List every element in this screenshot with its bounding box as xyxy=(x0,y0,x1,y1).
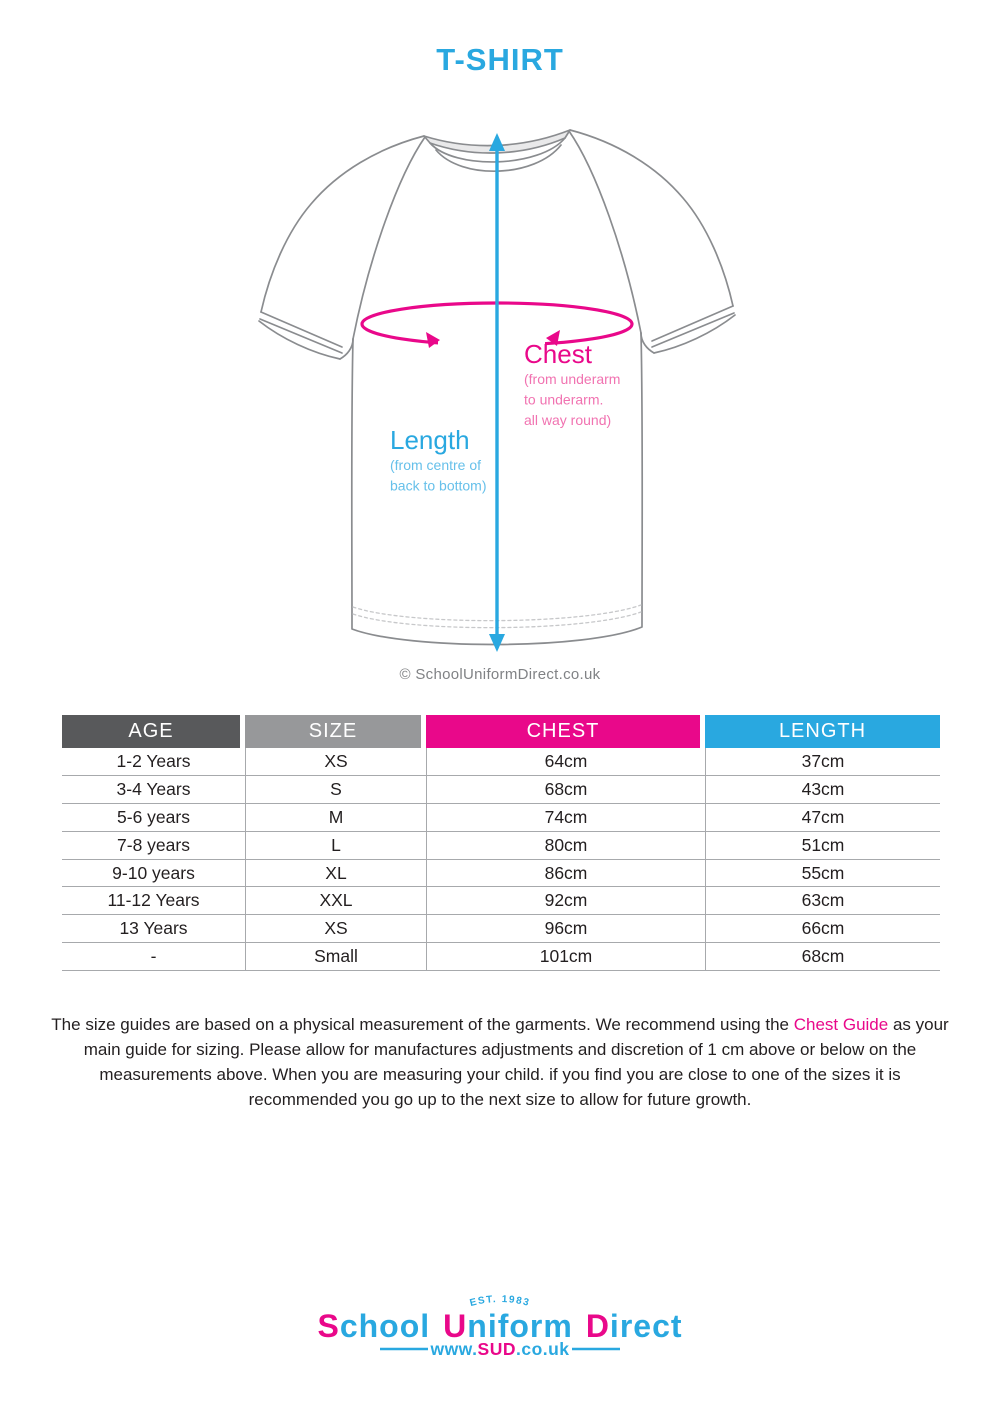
table-cell: 7-8 years xyxy=(117,834,190,855)
chest-label: Chest xyxy=(524,339,592,369)
table-cell: L xyxy=(245,832,426,859)
table-header-age: AGE xyxy=(62,715,240,748)
table-row xyxy=(62,832,940,860)
table-header-chest: CHEST xyxy=(426,715,700,748)
table-cell: 64cm xyxy=(426,748,705,775)
table-cell: XXL xyxy=(245,887,426,914)
table-cell: 37cm xyxy=(705,748,940,775)
table-cell: 5-6 years xyxy=(117,806,190,827)
logo-letter-s: S xyxy=(317,1308,340,1344)
logo-url-text: www.SUD.co.uk xyxy=(430,1339,570,1359)
table-cell: 55cm xyxy=(705,860,940,887)
table-cell: 63cm xyxy=(705,887,940,914)
table-cell: M xyxy=(245,804,426,831)
table-cell: 80cm xyxy=(426,832,705,859)
table-cell: 68cm xyxy=(426,776,705,803)
table-cell: 43cm xyxy=(705,776,940,803)
table-cell: XL xyxy=(245,860,426,887)
table-cell: XS xyxy=(245,748,426,775)
chest-guide-highlight: Chest Guide xyxy=(793,1015,889,1034)
table-row xyxy=(62,748,940,776)
table-row xyxy=(62,943,940,971)
table-cell: 47cm xyxy=(705,804,940,831)
table-cell: XS xyxy=(245,915,426,942)
chest-note-line2: to underarm. xyxy=(524,391,604,408)
table-cell: 9-10 years xyxy=(112,862,195,883)
chest-arrow-left-icon xyxy=(426,332,440,348)
logo-letter-u: U xyxy=(443,1308,468,1344)
table-cell: Small xyxy=(245,943,426,970)
table-cell: 51cm xyxy=(705,832,940,859)
page-title: T-SHIRT xyxy=(436,42,564,77)
table-cell: 92cm xyxy=(426,887,705,914)
table-cell: 1-2 Years xyxy=(116,750,191,771)
table-cell: 3-4 Years xyxy=(116,778,191,799)
table-header-length: LENGTH xyxy=(705,715,940,748)
length-measure-arrow xyxy=(489,133,505,652)
table-cell: 86cm xyxy=(426,860,705,887)
length-note-line1: (from centre of xyxy=(390,457,482,473)
table-cell: S xyxy=(245,776,426,803)
size-table-body xyxy=(62,748,940,971)
table-cell: 68cm xyxy=(705,943,940,970)
table-cell: - xyxy=(150,946,157,967)
length-arrow-down-icon xyxy=(489,634,505,652)
sizing-note-text-after: as your main guide for sizing. Please allow for manufactures adjustments and discretion of 1 cm above or below on the measurements above. When you are measuring your child. if you find you are close to one of the sizes it is recommended you go up to the next size to allow for future growth. xyxy=(83,1015,949,1109)
table-row xyxy=(62,860,940,888)
table-cell: 74cm xyxy=(426,804,705,831)
copyright: © SchoolUniformDirect.co.uk xyxy=(399,666,601,683)
length-arrow-up-icon xyxy=(489,133,505,151)
chest-note-line3: all way round) xyxy=(524,412,612,428)
table-cell: 13 Years xyxy=(119,918,188,939)
table-cell: 96cm xyxy=(426,915,705,942)
table-row xyxy=(62,915,940,943)
length-label: Length xyxy=(390,425,470,455)
sizing-note-text-before: The size guides are based on a physical measurement of the garments. We recommend using the xyxy=(51,1015,794,1034)
table-row xyxy=(62,776,940,804)
chest-note-line1: (from underarm xyxy=(524,371,621,387)
logo-est-text: EST. 1983 xyxy=(468,1293,532,1310)
table-cell: 66cm xyxy=(705,915,940,942)
school-uniform-direct-logo xyxy=(280,1283,720,1363)
table-cell: 11-12 Years xyxy=(107,890,200,911)
table-header-size: SIZE xyxy=(245,715,421,748)
size-table-header-row xyxy=(62,715,940,748)
table-cell: 101cm xyxy=(426,943,705,970)
logo-main-text: School Uniform Direct xyxy=(317,1308,683,1344)
tshirt-diagram xyxy=(240,110,760,670)
length-note-line2: back to bottom) xyxy=(390,477,487,494)
table-row xyxy=(62,804,940,832)
logo-letter-d: D xyxy=(585,1308,610,1344)
size-table xyxy=(62,715,940,971)
sizing-note xyxy=(50,1012,950,1112)
table-row xyxy=(62,887,940,915)
